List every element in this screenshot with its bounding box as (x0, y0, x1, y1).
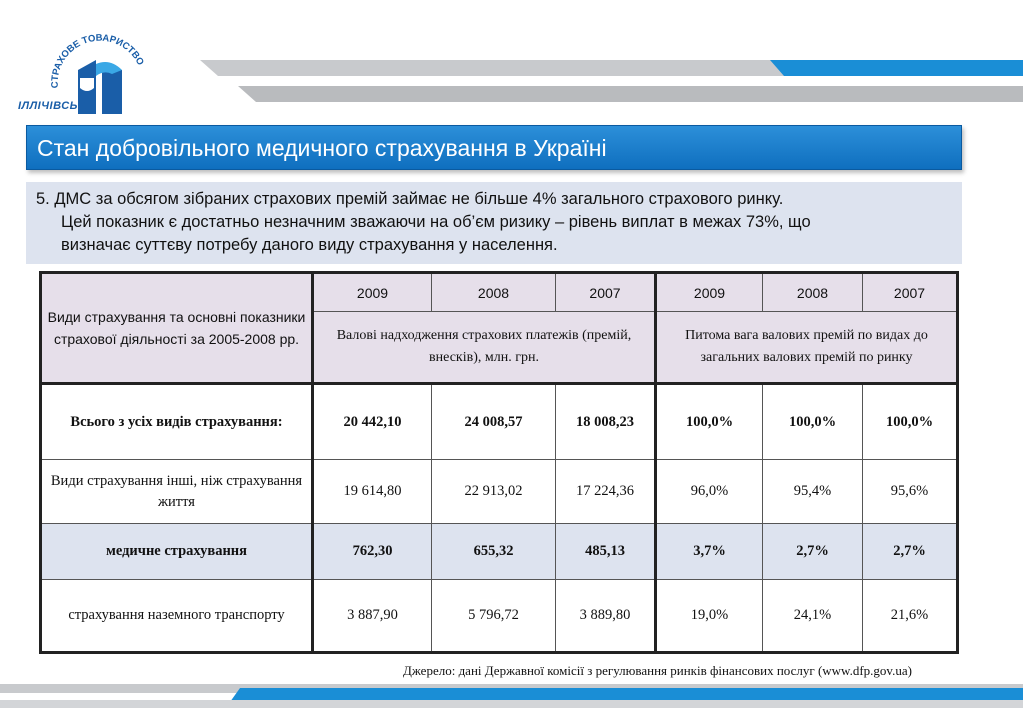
header-year-right-3: 2007 (863, 273, 958, 312)
logo-name: ІЛЛІЧІВСЬКЕ (18, 100, 94, 112)
header-year-left-2: 2008 (432, 273, 556, 312)
intro-line-2: Цей показник є достатньо незначним зважаючи на об’єм ризику – рівень виплат в межах 73%, що (61, 213, 811, 231)
cell: 485,13 (556, 524, 656, 580)
cell: 21,6% (863, 580, 958, 653)
cell: 96,0% (656, 460, 763, 524)
cell: 762,30 (313, 524, 432, 580)
cell: 100,0% (763, 384, 863, 460)
cell: 3,7% (656, 524, 763, 580)
row-label: медичне страхування (41, 524, 313, 580)
intro-line-3: визначає суттєву потребу даного виду страхування у населення. (61, 236, 558, 254)
header-year-left-1: 2009 (313, 273, 432, 312)
cell: 2,7% (863, 524, 958, 580)
header-desc-right: Питома вага валових премій по видах до загальних валових премій по ринку (656, 312, 958, 384)
cell: 18 008,23 (556, 384, 656, 460)
table-row (41, 580, 958, 653)
intro-text-box (26, 182, 962, 264)
top-blue-stripe (770, 60, 1023, 76)
row-label: Всього з усіх видів страхування: (41, 384, 313, 460)
cell: 100,0% (863, 384, 958, 460)
cell: 19,0% (656, 580, 763, 653)
header-desc-left: Валові надходження страхових платежів (премій, внесків), млн. грн. (313, 312, 656, 384)
bottom-gray-stripe-2 (0, 700, 1023, 708)
cell: 655,32 (432, 524, 556, 580)
page-title: Стан добровільного медичного страхування в Україні (26, 125, 962, 170)
cell: 3 889,80 (556, 580, 656, 653)
cell: 19 614,80 (313, 460, 432, 524)
source-note: Джерело: дані Державної комісії з регулювання ринків фінансових послуг (www.dfp.gov.ua) (403, 663, 912, 678)
cell: 95,4% (763, 460, 863, 524)
cell: 22 913,02 (432, 460, 556, 524)
cell: 24 008,57 (432, 384, 556, 460)
row-label: страхування наземного транспорту (41, 580, 313, 653)
cell: 100,0% (656, 384, 763, 460)
header-main: Види страхування та основні показники страхової діяльності за 2005-2008 рр. (41, 273, 313, 384)
row-label: Види страхування інші, ніж страхування життя (41, 460, 313, 524)
insurance-table (39, 271, 959, 654)
cell: 5 796,72 (432, 580, 556, 653)
cell: 2,7% (763, 524, 863, 580)
logo-arc-text: СТРАХОВЕ ТОВАРИСТВО (49, 32, 146, 89)
intro-line-1: 5. ДМС за обсягом зібраних страхових премій займає не більше 4% загального страхового ринку. (36, 190, 784, 208)
svg-text:СТРАХОВЕ ТОВАРИСТВО (50, 33, 146, 89)
header-year-left-3: 2007 (556, 273, 656, 312)
table-row-highlight (41, 524, 958, 580)
cell: 24,1% (763, 580, 863, 653)
table-row (41, 460, 958, 524)
cell: 95,6% (863, 460, 958, 524)
header-year-right-2: 2008 (763, 273, 863, 312)
top-gray-stripe-2 (238, 86, 1023, 102)
header-year-right-1: 2009 (656, 273, 763, 312)
cell: 20 442,10 (313, 384, 432, 460)
cell: 3 887,90 (313, 580, 432, 653)
cell: 17 224,36 (556, 460, 656, 524)
table-row (41, 384, 958, 460)
